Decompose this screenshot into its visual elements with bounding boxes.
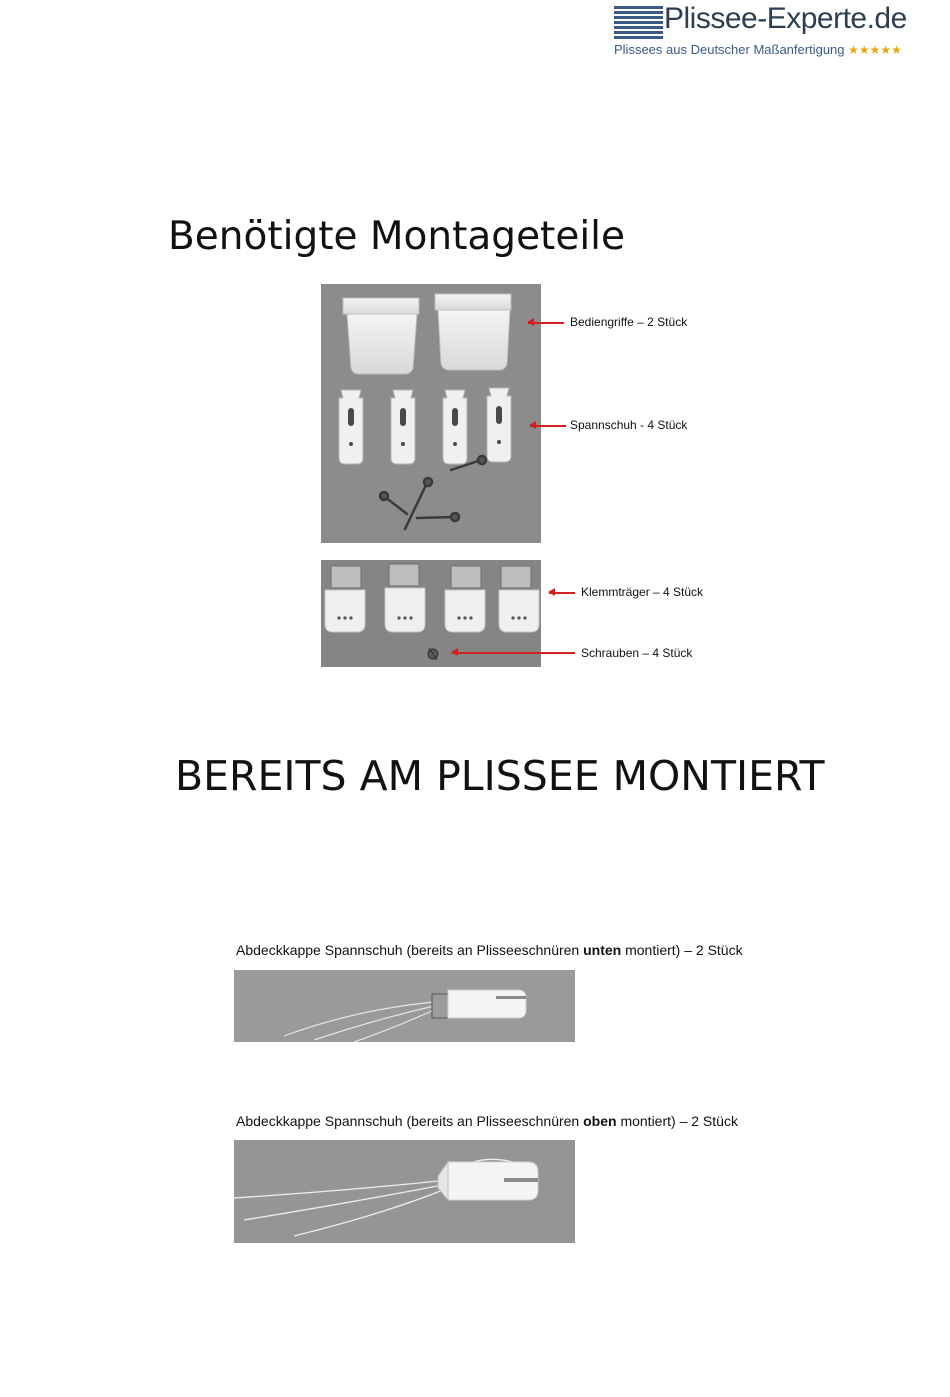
photo-clamp-brackets [321, 560, 541, 667]
arrow-clamp-brackets [549, 592, 575, 594]
caption-cover-cap-bottom-bold: unten [583, 942, 622, 958]
cover-cap-bottom-icon [234, 970, 575, 1042]
caption-cover-cap-top-post: montiert) – 2 Stück [616, 1113, 738, 1129]
caption-cover-cap-top [236, 1113, 738, 1129]
caption-cover-cap-bottom-pre: Abdeckkappe Spannschuh (bereits an Plisseeschnüren [236, 942, 584, 958]
brand-tagline-text: Plissees aus Deutscher Maßanfertigung [614, 42, 845, 57]
label-clamp-brackets: Klemmträger – 4 Stück [581, 585, 704, 599]
photo-cover-cap-bottom [234, 970, 575, 1042]
section-title-premounted: BEREITS AM PLISSEE MONTIERT [175, 752, 825, 800]
logo-stripes-icon [614, 6, 663, 42]
label-handles: Bediengriffe – 2 Stück [570, 315, 688, 329]
brand-name: Plissee-Experte.de [664, 2, 907, 35]
caption-cover-cap-bottom [236, 942, 743, 958]
photo-handles-and-tension-shoes [321, 284, 541, 543]
parts-illustration-icon [321, 284, 541, 543]
arrow-handles [528, 322, 564, 324]
brand-tagline [614, 42, 902, 57]
caption-cover-cap-top-pre: Abdeckkappe Spannschuh (bereits an Plisseeschnüren [236, 1113, 584, 1129]
arrow-screws [452, 652, 575, 654]
caption-cover-cap-top-bold: oben [583, 1113, 617, 1129]
label-tension-shoes: Spannschuh - 4 Stück [570, 418, 688, 432]
section-title-required-parts: Benötigte Montageteile [168, 214, 626, 259]
brand-logo [614, 4, 944, 60]
cover-cap-top-icon [234, 1140, 575, 1243]
photo-cover-cap-top [234, 1140, 575, 1243]
clamp-brackets-icon [321, 560, 541, 667]
caption-cover-cap-bottom-post: montiert) – 2 Stück [621, 942, 743, 958]
arrow-tension-shoes [530, 425, 566, 427]
rating-stars-icon: ★★★★★ [848, 43, 902, 57]
label-screws: Schrauben – 4 Stück [581, 646, 693, 660]
